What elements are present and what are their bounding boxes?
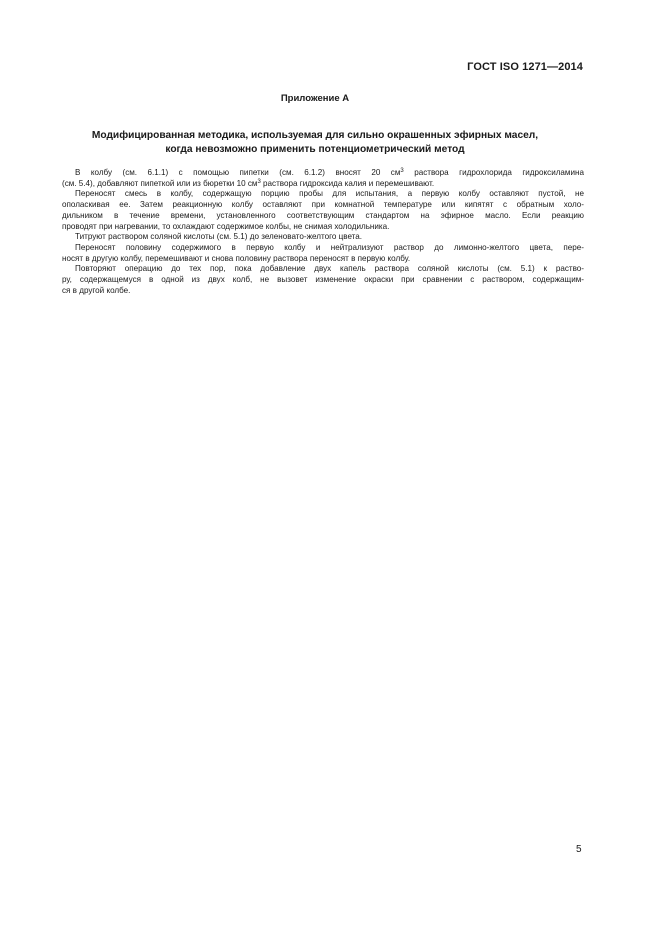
paragraph-line: ся в другой колбе. xyxy=(62,285,131,295)
paragraph-line xyxy=(62,168,584,179)
paragraph-line: Повторяют операцию до тех пор, пока добавление двух капель раствора соляной кислоты (см. 5.1) к раство- xyxy=(75,264,584,274)
paragraph-line: Переносят половину содержимого в первую колбу и нейтрализуют раствор до лимонно-желтого цвета, пере- xyxy=(75,242,584,252)
document-code: ГОСТ ISO 1271—2014 xyxy=(467,61,583,73)
paragraph-1 xyxy=(62,168,584,189)
paragraph-line: ру, содержащемуся в одной из двух колб, не вызовет изменение окраски при сравнении с раствором, содержащим- xyxy=(62,275,584,285)
paragraph-line: дильником в течение времени, установленного соответствующим стандартом на эфирное масло. Если реакцию xyxy=(62,210,584,220)
text-run: раствора гидроксида калия и перемешивают. xyxy=(260,178,435,188)
section-title xyxy=(62,129,568,157)
superscript: 3 xyxy=(257,178,261,185)
paragraph-line: Переносят смесь в колбу, содержащую порцию пробы для испытания, а первую колбу оставляют пустой, не xyxy=(75,189,584,199)
appendix-label: Приложение А xyxy=(280,93,350,104)
paragraph-3 xyxy=(62,232,584,243)
paragraph-4 xyxy=(62,243,584,264)
paragraph-line xyxy=(62,179,584,190)
section-title-line-2: когда невозможно применить потенциометрический метод xyxy=(165,144,465,155)
paragraph-2 xyxy=(62,189,584,232)
text-run: раствора гидрохлорида гидроксиламина xyxy=(403,168,584,177)
text-run: В колбу (см. 6.1.1) с помощью пипетки (см. 6.1.2) вносят 20 см xyxy=(75,168,401,177)
page-number: 5 xyxy=(576,844,582,855)
paragraph-line: проводят при нагревании, то охлаждают содержимое колбы, не снимая холодильника. xyxy=(62,221,390,231)
section-title-line-1: Модифицированная методика, используемая для сильно окрашенных эфирных масел, xyxy=(91,130,539,141)
paragraph-line: ополаскивая ее. Затем реакционную колбу оставляют при комнатной температуре или кипятят с обратным холо- xyxy=(62,200,584,210)
superscript: 3 xyxy=(400,168,404,174)
paragraph-line: Титруют раствором соляной кислоты (см. 5.1) до зеленовато-желтого цвета. xyxy=(75,232,363,242)
paragraph-5 xyxy=(62,264,584,296)
body-text xyxy=(62,168,584,296)
text-run: (см. 5.4), добавляют пипеткой или из бюретки 10 см xyxy=(62,178,258,188)
paragraph-line: носят в другую колбу, перемешивают и снова половину раствора переносят в первую колбу. xyxy=(62,253,411,263)
